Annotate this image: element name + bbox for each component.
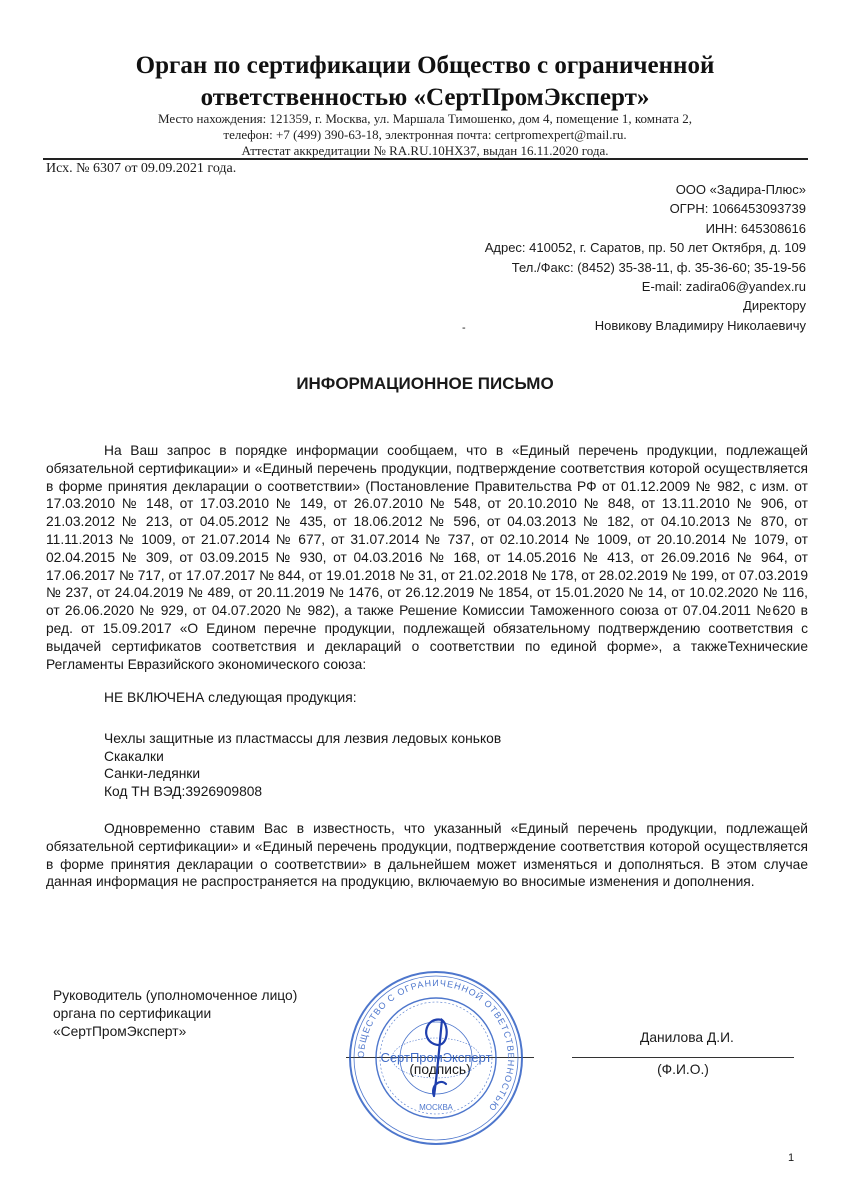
recipient-name: Новикову Владимиру Николаевичу — [594, 317, 806, 333]
body-paragraph-3: Одновременно ставим Вас в известность, что указанный «Единый перечень продукции, подлежащей обязательной сертификации» и «Единый перечень продукции, подтверждение соответствия которой осуществляется в форме принятия декларации о соответствии» в дальнейшем может изменяться и дополняться. В этом случае данная информация не распространяется на продукцию, включаемую во вносимые изменения и дополнения. — [46, 821, 808, 890]
organization-accreditation: Аттестат аккредитации № RA.RU.10НХ37, выдан 16.11.2020 года. — [241, 143, 609, 158]
body-paragraph-1: На Ваш запрос в порядке информации сообщаем, что в «Единый перечень продукции, подлежащей обязательной сертификации» и «Единый перечень продукции, подтверждение соответствия которой осуществляется в форме принятия декларации о соответствии» (Постановление Правительства РФ от 01.12.2009 № 982, с изм. от 17.03.2010 № 148, от 17.03.2010 № 149, от 26.07.2010 № 548, от 20.10.2010 № 848, от 13.11.2010 № 906, от 21.03.2012 № 213, от 04.05.2012 № 435, от 18.06.2012 № 596, от 04.03.2013 № 182, от 04.10.2013 № 870, от 11.11.2013 № 1009, от 21.07.2014 № 677, от 31.07.2014 № 737, от 02.10.2014 № 1009, от 20.10.2014 № 1079, от 02.04.2015 № 309, от 03.09.2015 № 930, от 04.03.2016 № 168, от 14.05.2016 № 413, от 26.09.2016 № 964, от 17.06.2017 № 717, от 17.07.2017 № 844, от 19.01.2018 № 31, от 21.02.2018 № 178, от 28.02.2019 № 199, от 07.03.2019 № 237, от 24.04.2019 № 489, от 20.11.2019 № 1476, от 26.12.2019 № 1854, от 15.01.2020 № 14, от 10.02.2020 № 116, от 26.06.2020 № 929, от 04.07.2020 № 982), а также Решение Комиссии Таможенного союза от 07.04.2011 №620 в ред. от 15.09.2017 «О Едином перечне продукции, подлежащей обязательному подтверждению соответствия с выдачей сертификатов соответствия и деклараций о соответствии по единой форме», а такжеТехнические Регламенты Евразийского экономического союза: — [46, 443, 808, 672]
organization-contacts: телефон: +7 (499) 390-63-18, электронная почта: certpromexpert@mail.ru. — [223, 127, 627, 142]
recipient-phone: Тел./Факс: (8452) 35-38-11, ф. 35-36-60; 35-19-56 — [511, 259, 806, 275]
organization-details — [40, 111, 810, 159]
recipient-company: ООО «Задира-Плюс» — [675, 182, 806, 197]
product-list — [46, 730, 808, 800]
organization-title-line2: ответственностью «СертПромЭксперт» — [200, 84, 650, 111]
stamp-outer-text: ОБЩЕСТВО С ОГРАНИЧЕННОЙ ОТВЕТСТВЕННОСТЬЮ — [355, 977, 517, 1114]
recipient-position: Директору — [743, 298, 806, 314]
seal-stamp — [346, 968, 526, 1148]
stamp-center-text: СертПромЭксперт — [380, 1050, 492, 1065]
recipient-ogrn: ОГРН: 1066453093739 — [669, 201, 806, 217]
name-line — [572, 1057, 794, 1058]
outgoing-reference: Исх. № 6307 от 09.09.2021 года. — [46, 161, 237, 176]
signer-name: Данилова Д.И. — [640, 1030, 734, 1045]
signatory-role-line1: Руководитель (уполномоченное лицо) — [53, 988, 298, 1003]
name-caption: (Ф.И.О.) — [657, 1062, 709, 1077]
signature-caption: (подпись) — [409, 1062, 471, 1077]
list-item: Код ТН ВЭД:3926909808 — [104, 783, 263, 799]
signatory-role-line3: «СертПромЭксперт» — [53, 1024, 187, 1039]
stamp-city: МОСКВА — [419, 1103, 453, 1112]
stray-mark: - — [462, 322, 466, 334]
body-paragraph-2: НЕ ВКЛЮЧЕНА следующая продукция: — [104, 690, 357, 705]
recipient-block — [386, 180, 806, 335]
organization-title-line1: Орган по сертификации Общество с ограниченной — [135, 52, 715, 79]
list-item: Чехлы защитные из пластмассы для лезвия ледовых коньков — [104, 731, 502, 746]
recipient-address: Адрес: 410052, г. Саратов, пр. 50 лет Октября, д. 109 — [484, 240, 806, 256]
signatory-role — [53, 987, 297, 1041]
recipient-email: E-mail: zadira06@yandex.ru — [641, 279, 806, 295]
document-title: ИНФОРМАЦИОННОЕ ПИСЬМО — [296, 374, 554, 393]
list-item: Санки-ледянки — [104, 766, 201, 781]
organization-address: Место нахождения: 121359, г. Москва, ул. Маршала Тимошенко, дом 4, помещение 1, комната 2, — [157, 111, 693, 126]
organization-title — [40, 50, 810, 114]
signatory-role-line2: органа по сертификации — [53, 1006, 212, 1021]
list-item: Скакалки — [104, 748, 164, 764]
recipient-inn: ИНН: 645308616 — [705, 220, 806, 236]
page-number: 1 — [788, 1152, 795, 1164]
